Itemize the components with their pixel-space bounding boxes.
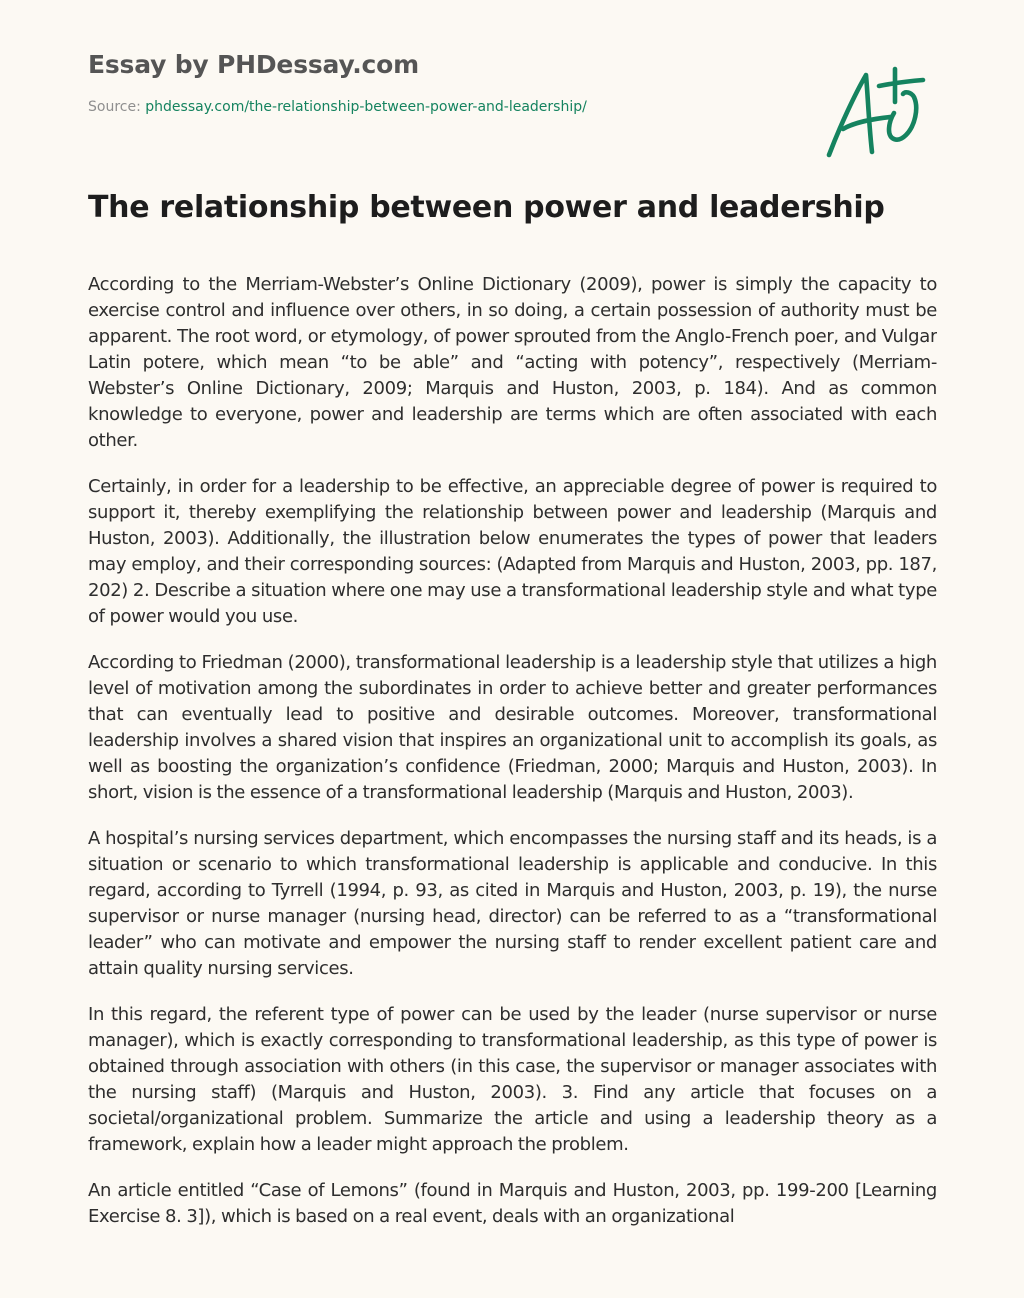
source-link[interactable]: phdessay.com/the-relationship-between-power-and-leadership/ xyxy=(145,99,587,115)
essay-title: The relationship between power and leadership xyxy=(88,190,885,225)
essay-paragraph: According to the Merriam-Webster’s Online Dictionary (2009), power is simply the capacity to exercise control and influence over others, in so doing, a certain possession of authority must be apparent. The root word, or etymology, of power sprouted from the Anglo-French poer, and Vulgar Latin potere, which mean “to be able” and “acting with potency”, respectively (Merriam-Webster’s Online Dictionary, 2009; Marquis and Huston, 2003, p. 184). And as common knowledge to everyone, power and leadership are terms which are often associated with each other. xyxy=(88,274,937,451)
essay-paragraph: An article entitled “Case of Lemons” (found in Marquis and Huston, 2003, pp. 199-200 [Learning Exercise 8. 3]), which is based on a real event, deals with an organizational xyxy=(88,1180,937,1227)
essay-paragraph: According to Friedman (2000), transformational leadership is a leadership style that utilizes a high level of motivation among the subordinates in order to achieve better and greater performances that can eventually lead to positive and desirable outcomes. Moreover, transformational leadership involves a shared vision that inspires an organizational unit to accomplish its goals, as well as boosting the organization’s confidence (Friedman, 2000; Marquis and Huston, 2003). In short, vision is the essence of a transformational leadership (Marquis and Huston, 2003). xyxy=(88,652,937,803)
a-plus-logo xyxy=(822,64,932,164)
source-label: Source: xyxy=(88,99,141,115)
source-line xyxy=(88,99,936,115)
essay-paragraph: A hospital’s nursing services department, which encompasses the nursing staff and its heads, is a situation or scenario to which transformational leadership is applicable and conducive. In this regard, according to Tyrrell (1994, p. 93, as cited in Marquis and Huston, 2003, p. 19), the nurse supervisor or nurse manager (nursing head, director) can be referred to as a “transformational leader” who can motivate and empower the nursing staff to render excellent patient care and attain quality nursing services. xyxy=(88,828,937,979)
site-brand: Essay by PHDessay.com xyxy=(88,50,419,79)
essay-paragraph: Certainly, in order for a leadership to be effective, an appreciable degree of power is required to support it, thereby exemplifying the relationship between power and leadership (Marquis and Huston, 2003). Additionally, the illustration below enumerates the types of power that leaders may employ, and their corresponding sources: (Adapted from Marquis and Huston, 2003, pp. 187, 202) 2. Describe a situation where one may use a transformational leadership style and what type of power would you use. xyxy=(88,476,937,627)
essay-paragraph: In this regard, the referent type of power can be used by the leader (nurse supervisor or nurse manager), which is exactly corresponding to transformational leadership, as this type of power is obtained through association with others (in this case, the supervisor or manager associates with the nursing staff) (Marquis and Huston, 2003). 3. Find any article that focuses on a societal/organizational problem. Summarize the article and using a leadership theory as a framework, explain how a leader might approach the problem. xyxy=(88,1004,937,1155)
essay-body xyxy=(88,272,937,1298)
a-plus-logo-icon xyxy=(822,64,932,164)
page-header xyxy=(88,50,936,115)
